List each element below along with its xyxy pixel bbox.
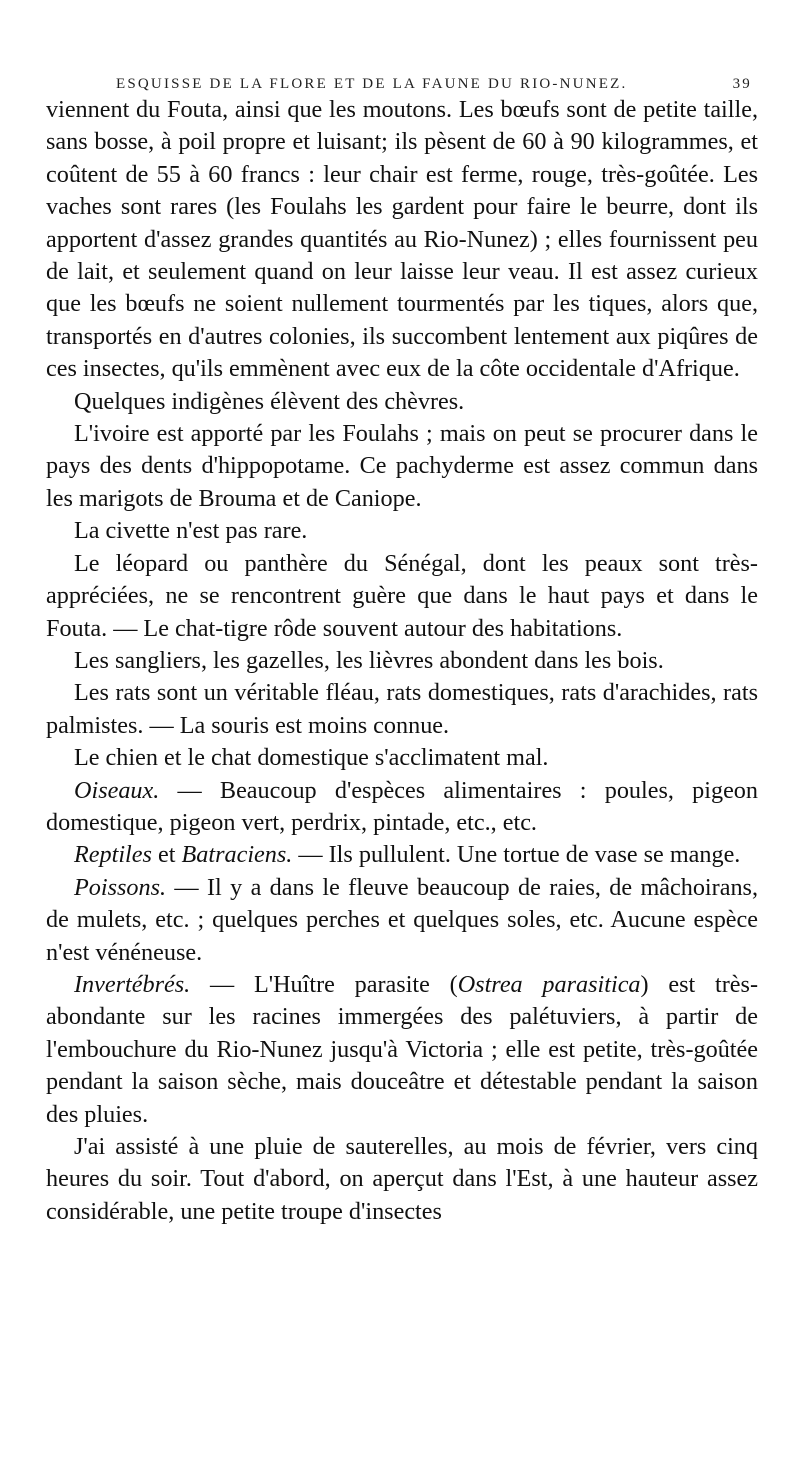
- paragraph-text: Quelques indigènes élèvent des chèvres.: [74, 387, 465, 415]
- paragraph-text: L'ivoire est apporté par les Foulahs ; mais on peut se procurer dans le pays des dents d'hippopotame. Ce pachyderme est assez commun dans les marigots de Brouma et de Caniope.: [46, 420, 758, 512]
- paragraph-ivory: [46, 418, 758, 515]
- section-lead: Oiseaux.: [74, 776, 160, 804]
- paragraph-text: — L'Huître parasite (: [190, 970, 458, 998]
- paragraph-boars: [46, 645, 758, 677]
- paragraph-text: Les sangliers, les gazelles, les lièvres abondent dans les bois.: [74, 646, 664, 674]
- paragraph-fish: [46, 872, 758, 969]
- running-head: [46, 66, 758, 94]
- paragraph-text: — Ils pullulent. Une tortue de vase se mange.: [292, 841, 741, 869]
- section-lead: Batraciens.: [181, 841, 293, 869]
- paragraph-text: — Beaucoup d'espèces alimentaires : poules, pigeon domestique, pigeon vert, perdrix, pintade, etc., etc.: [46, 776, 758, 836]
- paragraph-text: ) est très-abondante sur les racines immergées des palétuviers, à partir de l'embouchure du Rio-Nunez jusqu'à Victoria ; elle est petite, très-goûtée pendant la saison sèche, mais douceâtre et détestable pendant la saison des pluies.: [46, 970, 758, 1128]
- paragraph-rats: [46, 677, 758, 742]
- paragraph-text: La civette n'est pas rare.: [74, 517, 308, 545]
- paragraph-civet: [46, 515, 758, 547]
- paragraph-connector: et: [151, 841, 182, 869]
- paragraph-text: Le léopard ou panthère du Sénégal, dont les peaux sont très-appréciées, ne se rencontrent guère que dans le haut pays et dans le Fouta. — Le chat-tigre rôde souvent autour des habitations.: [46, 549, 758, 642]
- paragraph-dogs-cats: [46, 742, 758, 774]
- paragraph-text: Le chien et le chat domestique s'acclimatent mal.: [74, 744, 549, 772]
- paragraph-text: viennent du Fouta, ainsi que les moutons. Les bœufs sont de petite taille, sans bosse, à poil propre et luisant; ils pèsent de 60 à 90 kilogrammes, et coûtent de 55 à 60 francs : leur chair est ferme, rouge, très-goûtée. Les vaches sont rares (les Foulahs les gardent pour faire le beurre, dont ils apportent d'assez grandes quantités au Rio-Nunez) ; elles fournissent peu de lait, et seulement quand on leur laisse leur veau. Il est assez curieux que les bœufs ne soient nullement tourmentés par les tiques, alors que, transportés en d'autres colonies, ils succombent lentement aux piqûres de ces insectes, qu'ils emmènent avec eux de la côte occidentale d'Afrique.: [46, 96, 758, 383]
- body-text: [46, 94, 758, 1228]
- paragraph-goats: [46, 386, 758, 418]
- section-lead: Invertébrés.: [74, 970, 191, 998]
- running-title: ESQUISSE DE LA FLORE ET DE LA FAUNE DU RIO-NUNEZ.: [116, 76, 628, 92]
- paragraph-birds: [46, 775, 758, 840]
- paragraph-leopard: [46, 548, 758, 645]
- paragraph-cattle: [46, 94, 758, 386]
- page-number: 39: [732, 76, 752, 92]
- section-lead: Reptiles: [74, 841, 152, 869]
- paragraph-invertebrates: [46, 969, 758, 1131]
- paragraph-text: J'ai assisté à une pluie de sauterelles, au mois de février, vers cinq heures du soir. Tout d'abord, on aperçut dans l'Est, à une hauteur assez considérable, une petite troupe d'insectes: [46, 1133, 758, 1225]
- paragraph-reptiles: [46, 839, 758, 871]
- book-page: [46, 66, 758, 1456]
- paragraph-locusts: [46, 1131, 758, 1228]
- paragraph-text: — Il y a dans le fleuve beaucoup de raies, de mâchoirans, de mulets, etc. ; quelques perches et quelques soles, etc. Aucune espèce n'est vénéneuse.: [46, 873, 758, 966]
- latin-name: Ostrea parasitica: [457, 970, 641, 998]
- paragraph-text: Les rats sont un véritable fléau, rats domestiques, rats d'arachides, rats palmistes. — La souris est moins connue.: [46, 679, 758, 739]
- section-lead: Poissons.: [74, 873, 167, 901]
